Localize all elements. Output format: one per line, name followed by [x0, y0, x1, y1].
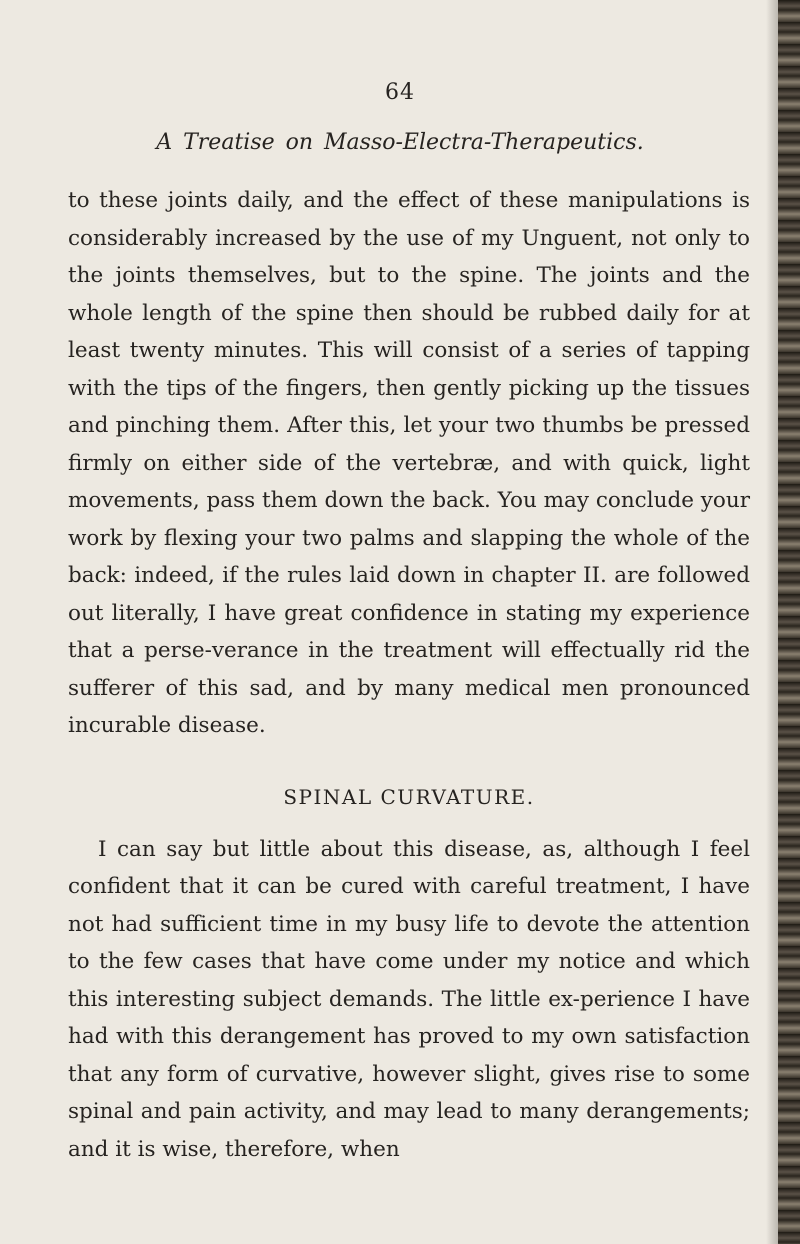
running-head: A Treatise on Masso-Electra-Therapeutics.	[156, 130, 644, 155]
paragraph-continued: to these joints daily, and the effect of these manipulations is considerably increased by the use of my Unguent, not only to the joints themselves, but to the spine. The joints and the whole length of the spine then should be rubbed daily for at least twenty minutes. This will consist of a series of tapping with the tips of the fingers, then gently picking up the tissues and pinching them. After this, let your two thumbs be pressed firmly on either side of the vertebræ, and with quick, light movements, pass them down the back. You may conclude your work by flexing your two palms and slapping the whole of the back: indeed, if the rules laid down in chapter II. are followed out literally, I have great confidence in stating my experience that a perse-verance in the treatment will effectually rid the sufferer of this sad, and by many medical men pronounced incurable disease.	[68, 188, 750, 738]
page-number: 64	[385, 80, 415, 105]
page-edge	[778, 0, 800, 1244]
section-heading: SPINAL CURVATURE.	[283, 784, 535, 809]
body-text	[68, 182, 750, 1168]
paragraph-spinal-curvature: I can say but little about this disease, as, although I feel confident that it can be cured with careful treatment, I have not had sufficient time in my busy life to devote the attention to the few cases that have come under my notice and which this interesting subject demands. The little ex-perience I have had with this derangement has proved to my own satisfaction that any form of curvative, however slight, gives rise to some spinal and pain activity, and may lead to many derangements; and it is wise, therefore, when	[68, 836, 750, 1162]
page-edge-shadow	[766, 0, 778, 1244]
